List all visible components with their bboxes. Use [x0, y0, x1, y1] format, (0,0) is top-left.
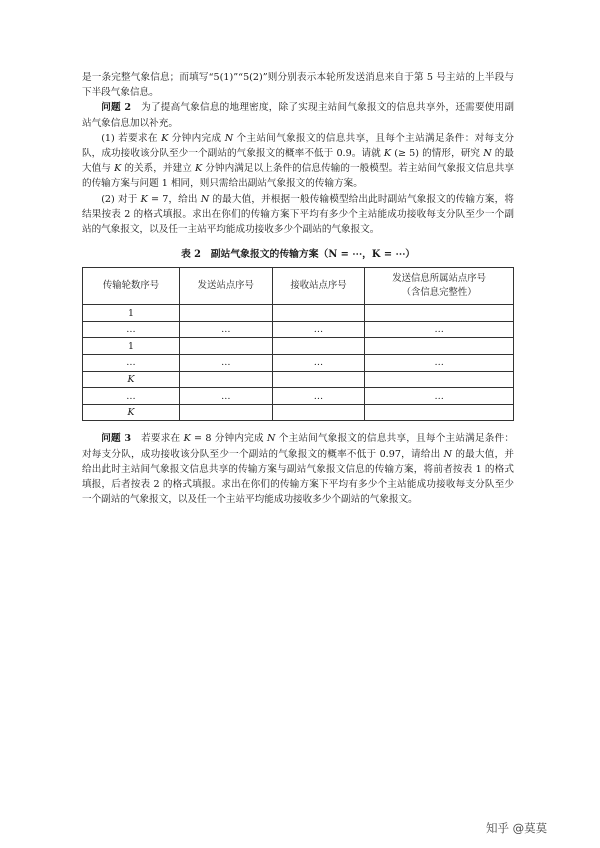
zhihu-watermark: 知乎 @莫莫 [486, 821, 548, 835]
table-row: K [83, 371, 514, 388]
header-receiver: 接收站点序号 [272, 268, 365, 305]
transmission-table [82, 267, 514, 421]
header-round: 传输轮数序号 [83, 268, 180, 305]
header-info-source: 发送信息所属站点序号 （含信息完整性） [365, 268, 514, 305]
table-caption: 表 2 副站气象报文的传输方案（N = ⋯，K = ⋯） [180, 249, 416, 261]
table-row: … … … … [83, 388, 514, 405]
question-3-label: 问题 3 [101, 433, 132, 445]
table-header-row [83, 268, 514, 305]
table-row: 1 [83, 305, 514, 322]
question-2-label: 问题 2 [101, 102, 132, 114]
question-2-part-1: (1) 若要求在 K 分钟内完成 N 个主站间气象报文的信息共享，且每个主站满足条件：对每支分队，成功接收该分队至少一个副站的气象报文的概率不低于 0.9。请就 K (≥ 5) 的情形，研究 N 的最大值与 K 的关系，并建立 K 分钟内满足以上条件的信息传输的一般模型。若主站间气象报文信息共享的传输方案与问题 1 相同，则只需给出副站气象报文的传输方案。 [82, 132, 514, 190]
document-page [82, 70, 514, 507]
question-3-paragraph: 问题 3 若要求在 K = 8 分钟内完成 N 个主站间气象报文的信息共享，且每个主站满足条件：对每支分队，成功接收该分队至少一个副站的气象报文的概率不低于 0.97，请给出 N 的最大值，并给出此时主站间气象报文信息共享的传输方案与副站气象报文信息的传输方案，将前者按表 1 的格式填报，后者按表 2 的格式填报。求出在你们的传输方案下平均有多少个主站能成功接收每支分队至少一个副站的气象报文，以及任一个主站平均能成功接收多少个副站的气象报文。 [82, 433, 514, 506]
question-2-paragraph: 问题 2 为了提高气象信息的地理密度，除了实现主站间气象报文的信息共享外，还需要使用副站气象信息加以补充。 [82, 102, 515, 129]
question-2-part-2: (2) 对于 K = 7，给出 N 的最大值，并根据一般传输模型给出此时副站气象报文的传输方案，将结果按表 2 的格式填报。求出在你们的传输方案下平均有多少个主站能成功接收每支分队至少一个副站的气象报文，以及任一主站平均能成功接收多少个副站的气象报文。 [82, 193, 514, 236]
header-sender: 发送站点序号 [179, 268, 272, 305]
intro-paragraph: 是一条完整气象信息；而填写“5(1)”“5(2)”则分别表示本轮所发送消息来自于第 5 号主站的上半段与下半段气象信息。 [82, 72, 514, 99]
table-row: … … … … [83, 355, 514, 372]
table-row: … … … … [83, 321, 514, 338]
table-row: 1 [83, 338, 514, 355]
table-row: K [83, 404, 514, 421]
